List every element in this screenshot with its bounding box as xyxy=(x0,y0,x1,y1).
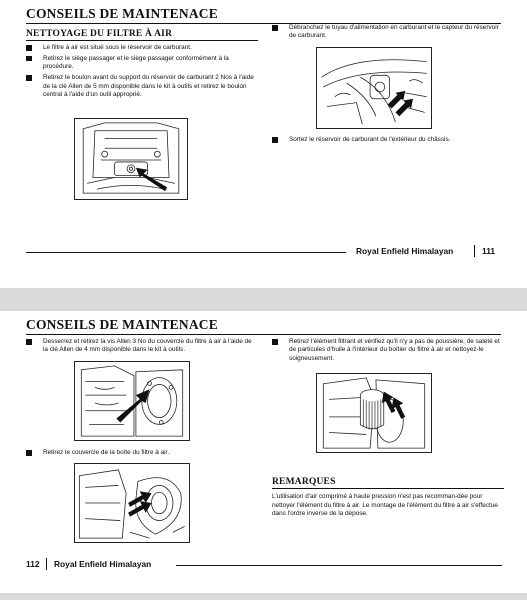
left-step-list-top xyxy=(26,338,258,357)
step-item xyxy=(272,338,504,363)
bullet-square-icon xyxy=(272,339,278,345)
bullet-square-icon xyxy=(272,137,278,143)
footer-separator xyxy=(474,245,475,257)
fuel-tank-hose-illustration xyxy=(317,48,431,128)
manual-page-111 xyxy=(0,0,527,288)
remarks-text: L'utilisation d'air comprimé à haute pression n'est pas recomman-dée pour nettoyer l'élément du filtre à air. Le montage de l'élément du filtre à air s'effectue dans l'ordre inverse de la dépose. xyxy=(272,493,498,518)
page-number: 111 xyxy=(482,246,496,256)
step-text: Retirez le boulon avant du support du réservoir de carburant 2 Nos à l'aide de la clé Allen de 5 mm disponible dans le kit à outils et retirez le boulon central à l'aide d'un outil approprié. xyxy=(43,74,254,99)
footer-separator xyxy=(46,558,47,570)
fuel-hose-figure xyxy=(316,47,432,129)
manual-page-112 xyxy=(0,311,527,593)
step-item xyxy=(26,449,258,457)
step-item xyxy=(26,338,258,355)
step-item xyxy=(272,24,504,41)
page-title: CONSEILS DE MAINTENACE xyxy=(26,6,501,24)
bullet-square-icon xyxy=(26,450,32,456)
footer-rule xyxy=(26,252,346,253)
left-step-list-bottom xyxy=(26,449,258,460)
step-item xyxy=(26,74,258,99)
filter-element-illustration xyxy=(317,374,431,452)
step-text: Retirez le couvercle de la boîte du filtre à air. xyxy=(43,449,170,456)
footer-brand: Royal Enfield Himalayan xyxy=(356,246,454,256)
step-text: Débranchez le tuyau d'alimentation en carburant et le capteur du réservoir de carburant. xyxy=(289,24,499,40)
step-item xyxy=(26,44,258,52)
left-step-list xyxy=(26,44,258,102)
page-title: CONSEILS DE MAINTENACE xyxy=(26,317,501,335)
bullet-square-icon xyxy=(272,25,278,31)
step-text: Retirez le siège passager et le siège passager conformément à la procédure. xyxy=(43,54,229,71)
right-step-list-top xyxy=(272,24,504,43)
step-text: Retirez l'élément filtrant et vérifiez qu'il n'y a pas de poussière, de saleté et de particules d'huile à l'intérieur du boîtier du filtre à air et nettoyez-le soigneusement. xyxy=(289,338,500,362)
bullet-square-icon xyxy=(26,56,32,62)
motorcycle-tank-support-illustration xyxy=(75,119,187,199)
bullet-square-icon xyxy=(26,45,32,51)
footer-brand: Royal Enfield Himalayan xyxy=(54,559,152,569)
air-filter-cover-screws-figure xyxy=(74,361,190,441)
right-step-list xyxy=(272,338,504,366)
step-text: Desserrez et retirez la vis Allen 3 No du couvercle du filtre à air à l'aide de la clé Allen de 4 mm disponible dans le kit à outils. xyxy=(43,338,252,354)
step-text: Sortez le réservoir de carburant de l'extérieur du châssis. xyxy=(289,136,451,143)
tank-support-bolt-figure xyxy=(74,118,188,200)
right-step-list-bottom xyxy=(272,136,504,147)
cover-removal-illustration xyxy=(75,464,189,542)
filter-element-figure xyxy=(316,373,432,453)
footer-rule xyxy=(176,565,502,566)
step-text: Le filtre à air est situé sous le réservoir de carburant. xyxy=(43,44,192,51)
air-filter-cover-illustration xyxy=(75,362,189,440)
step-item xyxy=(26,55,258,72)
air-filter-cover-removal-figure xyxy=(74,463,190,543)
section-subtitle: NETTOYAGE DU FILTRE À AIR xyxy=(26,29,258,41)
step-item xyxy=(272,136,504,144)
bullet-square-icon xyxy=(26,75,32,81)
page-number: 112 xyxy=(26,559,40,569)
remarks-title: REMARQUES xyxy=(272,477,504,489)
bullet-square-icon xyxy=(26,339,32,345)
